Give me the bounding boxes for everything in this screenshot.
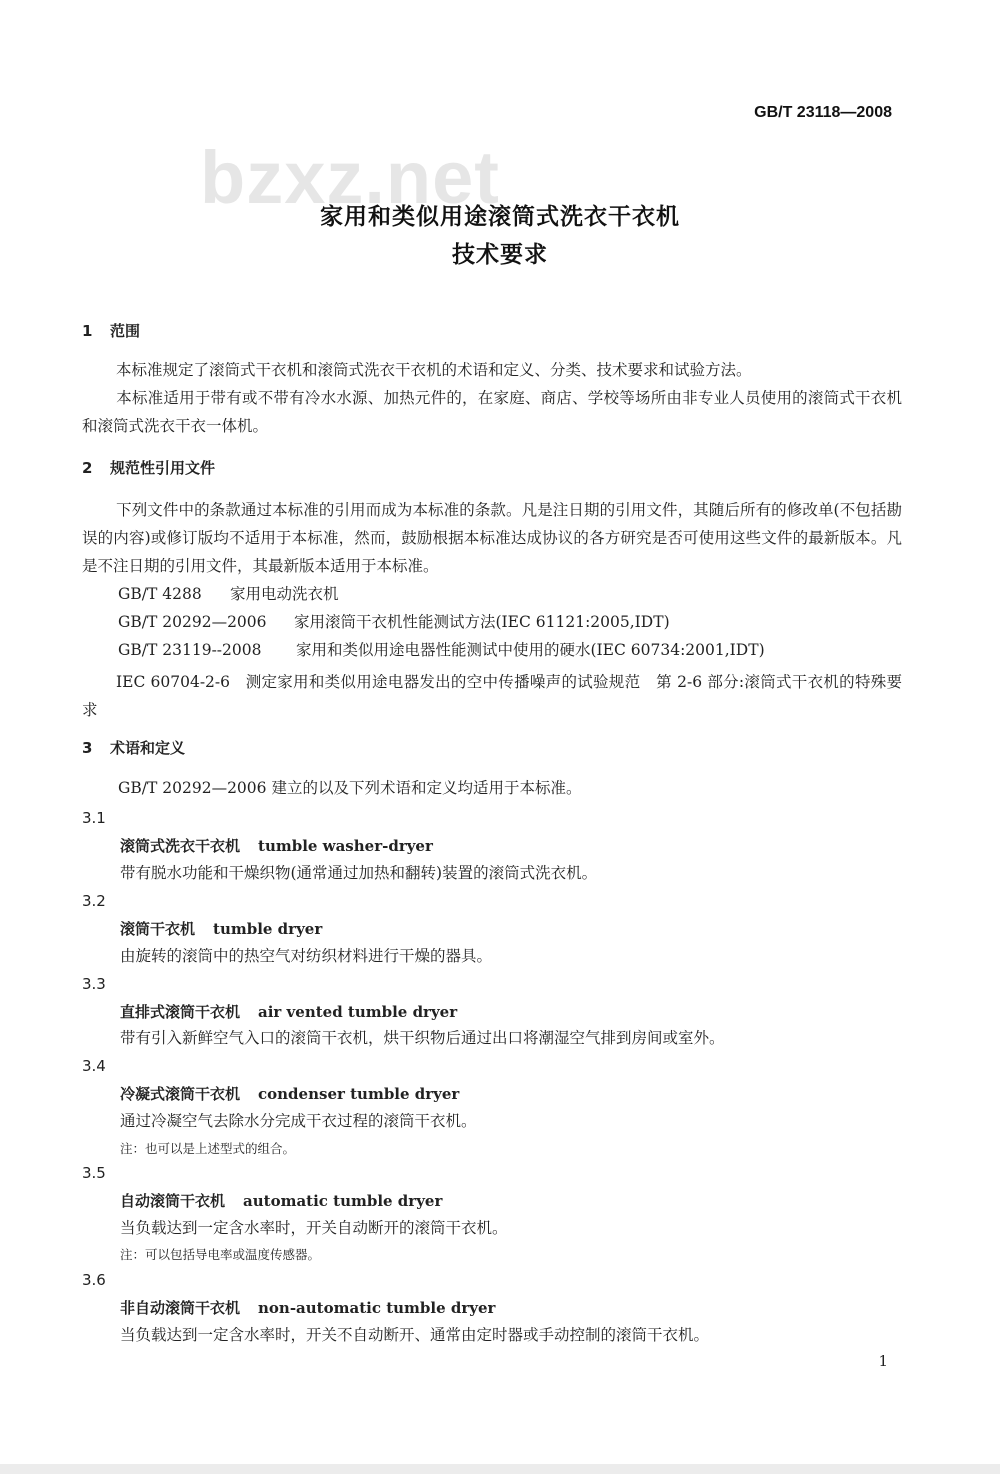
page-number: 1 [878, 1352, 888, 1370]
reference-item [118, 584, 339, 604]
section-2-heading [82, 458, 215, 478]
definition-number: 3.3 [82, 975, 106, 993]
paragraph-text: 本标准规定了滚筒式干衣机和滚筒式洗衣干衣机的术语和定义、分类、技术要求和试验方法。 [116, 361, 752, 379]
term-zh: 滚筒干衣机 [120, 920, 196, 938]
section-title: 规范性引用文件 [110, 459, 216, 477]
reference-code: GB/T 4288 [118, 585, 202, 603]
term-zh: 滚筒式洗衣干衣机 [120, 837, 241, 855]
term-en: non-automatic tumble dryer [258, 1299, 496, 1317]
section-3-heading [82, 738, 185, 758]
page-edge [0, 1464, 1000, 1474]
section-intro: GB/T 20292—2006 建立的以及下列术语和定义均适用于本标准。 [118, 779, 582, 797]
definition-text: 带有引入新鲜空气入口的滚筒干衣机，烘干织物后通过出口将潮湿空气排到房间或室外。 [120, 1029, 725, 1047]
term-zh: 冷凝式滚筒干衣机 [120, 1085, 241, 1103]
definition-number: 3.1 [82, 809, 106, 827]
definition-number: 3.2 [82, 892, 106, 910]
watermark: bzxz.net [200, 136, 500, 219]
term-en: automatic tumble dryer [243, 1192, 443, 1210]
reference-code: GB/T 20292—2006 [118, 613, 267, 631]
reference-title: 家用电动洗衣机 [230, 585, 339, 603]
reference-title: 家用滚筒干衣机性能测试方法(IEC 61121:2005,IDT) [294, 613, 670, 631]
term-en: tumble dryer [213, 920, 323, 938]
term-en: condenser tumble dryer [258, 1085, 460, 1103]
standard-code: GB/T 23118—2008 [754, 104, 892, 121]
reference-title: 测定家用和类似用途电器发出的空中传播噪声的试验规范 第 2-6 部分:滚筒式干衣机的特殊要求 [82, 673, 903, 719]
reference-item [82, 668, 902, 724]
term-en: tumble washer-dryer [258, 837, 433, 855]
term [120, 836, 433, 856]
definition-text: 通过冷凝空气去除水分完成干衣过程的滚筒干衣机。 [120, 1112, 477, 1130]
reference-item [118, 612, 670, 632]
paragraph-text: 下列文件中的条款通过本标准的引用而成为本标准的条款。凡是注日期的引用文件，其随后所有的修改单(不包括勘误的内容)或修订版均不适用于本标准，然而，鼓励根据本标准达成协议的各方研究是否可使用这些文件的最新版本。凡是不注日期的引用文件，其最新版本适用于本标准。 [82, 501, 902, 575]
definition-number: 3.5 [82, 1164, 106, 1182]
term [120, 1002, 457, 1022]
term [120, 1191, 442, 1211]
paragraph-text: 本标准适用于带有或不带有冷水水源、加热元件的，在家庭、商店、学校等场所由非专业人员使用的滚筒式干衣机和滚筒式洗衣干衣一体机。 [82, 389, 902, 435]
definition-number: 3.4 [82, 1057, 106, 1075]
reference-code: GB/T 23119--2008 [118, 641, 262, 659]
section-number: 1 [82, 322, 93, 340]
definition-text: 由旋转的滚筒中的热空气对纺织材料进行干燥的器具。 [120, 947, 493, 965]
term-en: air vented tumble dryer [258, 1003, 458, 1021]
section-1-heading [82, 321, 140, 341]
section-number: 2 [82, 459, 93, 477]
paragraph [82, 356, 902, 384]
term-zh: 非自动滚筒干衣机 [120, 1299, 241, 1317]
reference-item [118, 640, 765, 660]
definition-text: 带有脱水功能和干燥织物(通常通过加热和翻转)装置的滚筒式洗衣机。 [120, 864, 598, 882]
section-number: 3 [82, 739, 93, 757]
reference-code: IEC 60704-2-6 [116, 673, 231, 691]
paragraph [82, 496, 902, 580]
paragraph [82, 384, 902, 440]
section-title: 术语和定义 [110, 739, 186, 757]
document-title: 家用和类似用途滚筒式洗衣干衣机 [320, 204, 680, 230]
document-subtitle: 技术要求 [452, 242, 548, 268]
definition-number: 3.6 [82, 1271, 106, 1289]
reference-title: 家用和类似用途电器性能测试中使用的硬水(IEC 60734:2001,IDT) [296, 641, 765, 659]
term [120, 919, 322, 939]
term [120, 1298, 495, 1318]
definition-text: 当负载达到一定含水率时，开关不自动断开、通常由定时器或手动控制的滚筒干衣机。 [120, 1326, 710, 1344]
definition-text: 当负载达到一定含水率时，开关自动断开的滚筒干衣机。 [120, 1219, 508, 1237]
definition-note: 注：也可以是上述型式的组合。 [120, 1141, 296, 1156]
term-zh: 直排式滚筒干衣机 [120, 1003, 241, 1021]
term [120, 1084, 459, 1104]
term-zh: 自动滚筒干衣机 [120, 1192, 226, 1210]
definition-note: 注：可以包括导电率或温度传感器。 [120, 1247, 321, 1262]
section-title: 范围 [110, 322, 141, 340]
